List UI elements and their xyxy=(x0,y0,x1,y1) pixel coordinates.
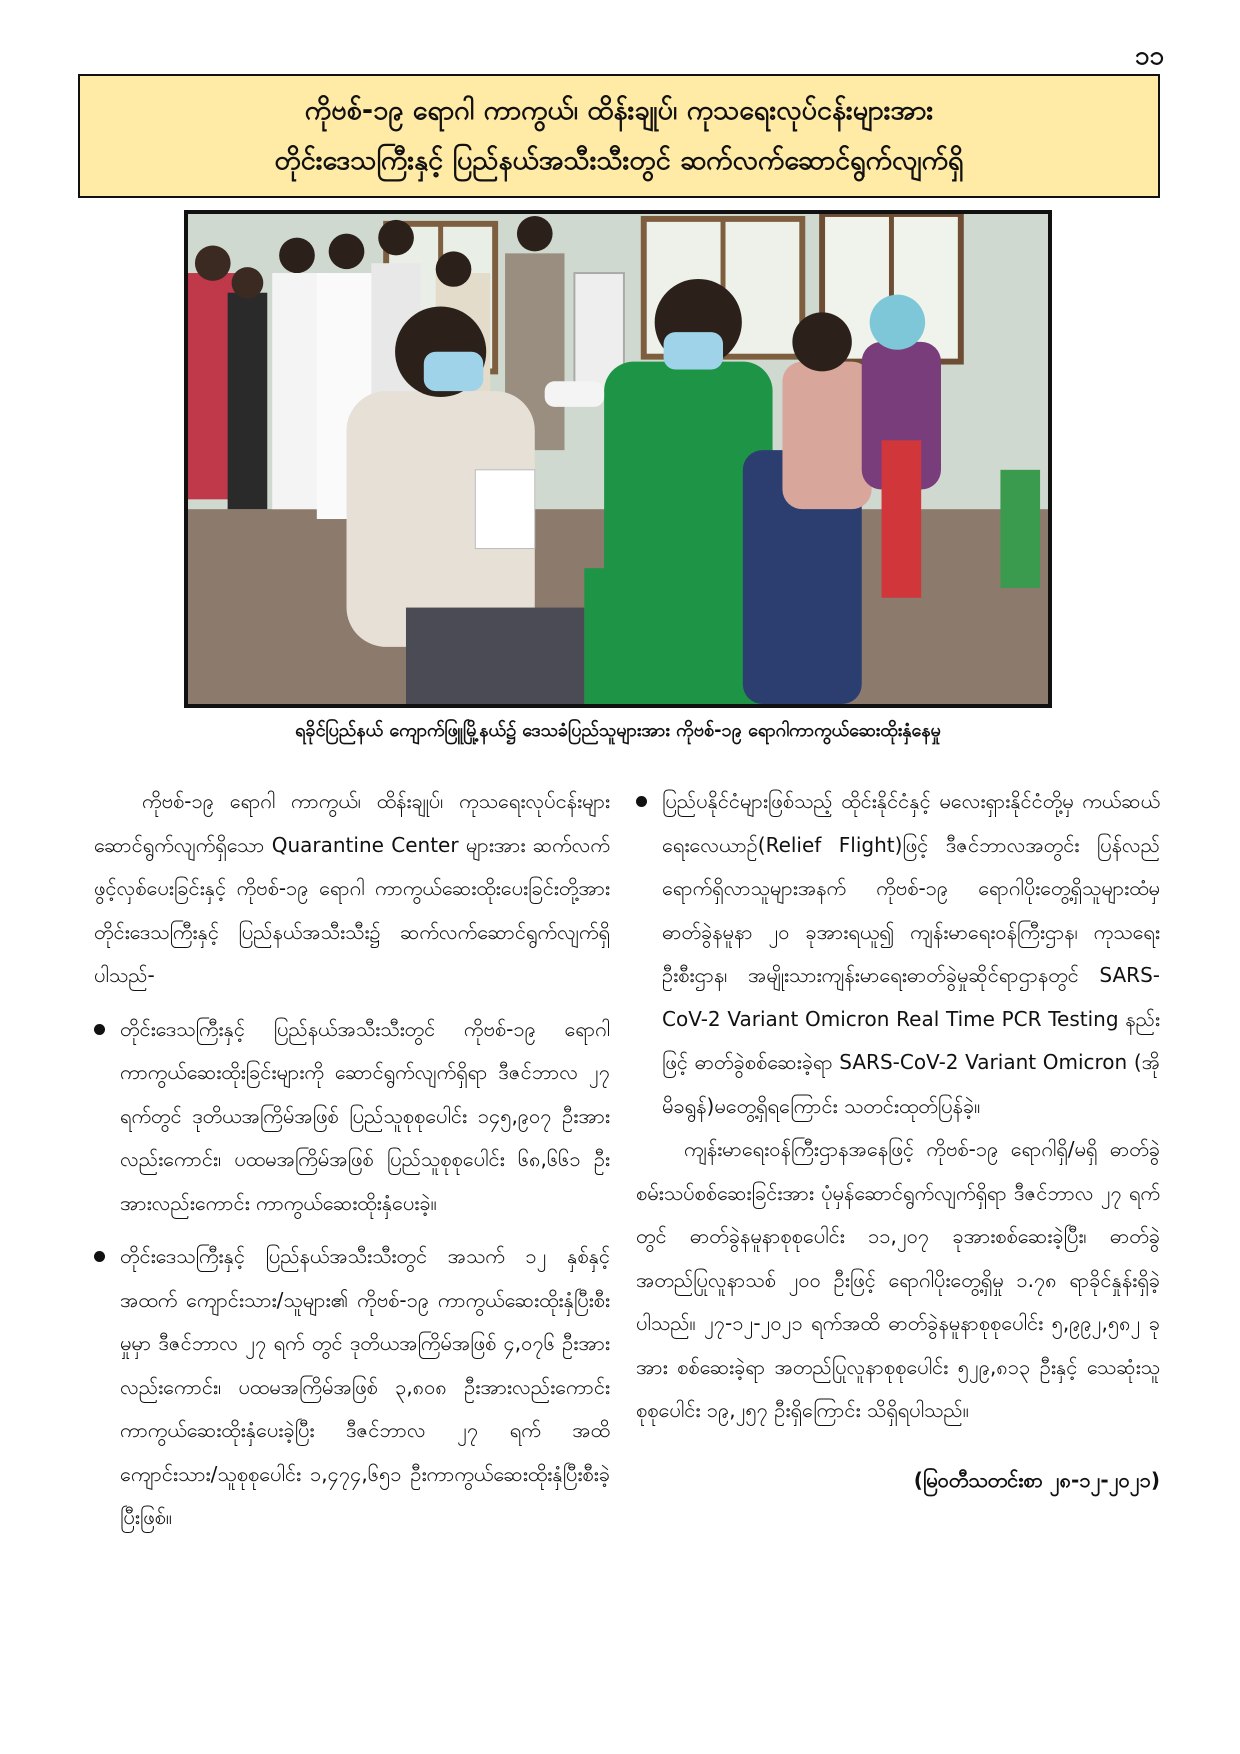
bullet-dot-icon xyxy=(636,796,647,807)
headline-box xyxy=(78,74,1160,198)
testing-paragraph: ကျန်းမာရေးဝန်ကြီးဌာနအနေဖြင့် ကိုဗစ်-၁၉ ရောဂါရှိ/မရှိ ဓာတ်ခွဲစမ်းသပ်စစ်ဆေးခြင်းအား ပုံမှန်ဆောင်ရွက်လျက်ရှိရာ ဒီဇင်ဘာလ ၂၇ ရက်တွင် ဓာတ်ခွဲနမူနာစုစုပေါင်း ၁၁,၂၀၇ ခုအားစစ်ဆေးခဲ့ပြီး၊ ဓာတ်ခွဲအတည်ပြုလူနာသစ် ၂၀၀ ဦးဖြင့် ရောဂါပိုးတွေ့ရှိမှု ၁.၇၈ ရာခိုင်နှုန်းရှိခဲ့ပါသည်။ ၂၇-၁၂-၂၀၂၁ ရက်အထိ ဓာတ်ခွဲနမူနာစုစုပေါင်း ၅,၉၉၂,၅၈၂ ခုအား စစ်ဆေးခဲ့ရာ အတည်ပြုလူနာစုစုပေါင်း ၅၂၉,၈၁၃ ဦးနှင့် သေဆုံးသူစုစုပေါင်း ၁၉,၂၅၇ ဦးရှိကြောင်း သိရှိရပါသည်။ xyxy=(636,1137,1160,1422)
vaccination-photo xyxy=(184,210,1052,708)
bullet-item xyxy=(636,780,1160,1128)
news-source: (မြဝတီသတင်းစာ ၂၈-၁၂-၂၀၂၁) xyxy=(913,1467,1160,1492)
page-number: ၁၁ xyxy=(1134,41,1164,71)
bullet-item xyxy=(94,1008,610,1226)
headline-line-1: ကိုဗစ်-၁၉ ရောဂါ ကာကွယ်၊ ထိန်းချုပ်၊ ကုသရေးလုပ်ငန်းများအား xyxy=(304,95,934,126)
right-column xyxy=(636,780,1160,1502)
headline-line-2: တိုင်းဒေသကြီးနှင့် ပြည်နယ်အသီးသီးတွင် ဆက်လက်ဆောင်ရွက်လျက်ရှိ xyxy=(274,145,964,176)
intro-paragraph: ကိုဗစ်-၁၉ ရောဂါ ကာကွယ်၊ ထိန်းချုပ်၊ ကုသရေးလုပ်ငန်းများဆောင်ရွက်လျက်ရှိသော Quarantine Center များအား ဆက်လက်ဖွင့်လှစ်ပေးခြင်းနှင့် ကိုဗစ်-၁၉ ရောဂါ ကာကွယ်ဆေးထိုးပေးခြင်းတို့အား တိုင်းဒေသကြီးနှင့် ပြည်နယ်အသီးသီး၌ ဆက်လက်ဆောင်ရွက်လျက်ရှိပါသည်- xyxy=(94,789,610,987)
photo-caption: ရခိုင်ပြည်နယ် ကျောက်ဖြူမြို့နယ်၌ ဒေသခံပြည်သူများအား ကိုဗစ်-၁၉ ရောဂါကာကွယ်ဆေးထိုးနှံနေမှု xyxy=(295,720,941,741)
bullet-text: တိုင်းဒေသကြီးနှင့် ပြည်နယ်အသီးသီးတွင် ကိုဗစ်-၁၉ ရောဂါ ကာကွယ်ဆေးထိုးခြင်းများကို ဆောင်ရွက်လျက်ရှိရာ ဒီဇင်ဘာလ ၂၇ ရက်တွင် ဒုတိယအကြိမ်အဖြစ် ပြည်သူစုစုပေါင်း ၁၄၅,၉၀၇ ဦးအားလည်းကောင်း၊ ပထမအကြိမ်အဖြစ် ပြည်သူစုစုပေါင်း ၆၈,၆၆၁ ဦးအားလည်းကောင်း ကာကွယ်ဆေးထိုးနှံပေးခဲ့။ xyxy=(120,1016,610,1215)
bullet-item xyxy=(94,1235,610,1540)
left-column xyxy=(94,780,610,1540)
bullet-dot-icon xyxy=(94,1024,105,1035)
bullet-text: တိုင်းဒေသကြီးနှင့် ပြည်နယ်အသီးသီးတွင် အသက် ၁၂ နှစ်နှင့်အထက် ကျောင်းသား/သူများ၏ ကိုဗစ်-၁၉ ကာကွယ်ဆေးထိုးနှံပြီးစီးမှုမှာ ဒီဇင်ဘာလ ၂၇ ရက် တွင် ဒုတိယအကြိမ်အဖြစ် ၄,၀၇၆ ဦးအားလည်းကောင်း၊ ပထမအကြိမ်အဖြစ် ၃,၈၀၈ ဦးအားလည်းကောင်း ကာကွယ်ဆေးထိုးနှံပေးခဲ့ပြီး ဒီဇင်ဘာလ ၂၇ ရက် အထိ ကျောင်းသား/သူစုစုပေါင်း ၁,၄၇၄,၆၅၁ ဦးကာကွယ်ဆေးထိုးနှံပြီးစီးခဲ့ပြီးဖြစ်။ xyxy=(120,1244,610,1529)
vaccination-photo-illustration xyxy=(188,214,1048,704)
bullet-text: ပြည်ပနိုင်ငံများဖြစ်သည့် ထိုင်းနိုင်ငံနှင့် မလေးရှားနိုင်ငံတို့မှ ကယ်ဆယ်ရေးလေယာဉ်(Relief Flight)ဖြင့် ဒီဇင်ဘာလအတွင်း ပြန်လည်ရောက်ရှိလာသူများအနက် ကိုဗစ်-၁၉ ရောဂါပိုးတွေ့ရှိသူများထံမှ ဓာတ်ခွဲနမူနာ ၂၀ ခုအားရယူ၍ ကျန်းမာရေးဝန်ကြီးဌာန၊ ကုသရေးဦးစီးဌာန၊ အမျိုးသားကျန်းမာရေးဓာတ်ခွဲမှုဆိုင်ရာဌာနတွင် SARS-CoV-2 Variant Omicron Real Time PCR Testing နည်းဖြင့် ဓာတ်ခွဲစစ်ဆေးခဲ့ရာ SARS-CoV-2 Variant Omicron (အိုမိခရွန်)မတွေ့ရှိရကြောင်း သတင်းထုတ်ပြန်ခဲ့။ xyxy=(662,789,1160,1118)
bullet-dot-icon xyxy=(94,1251,105,1262)
